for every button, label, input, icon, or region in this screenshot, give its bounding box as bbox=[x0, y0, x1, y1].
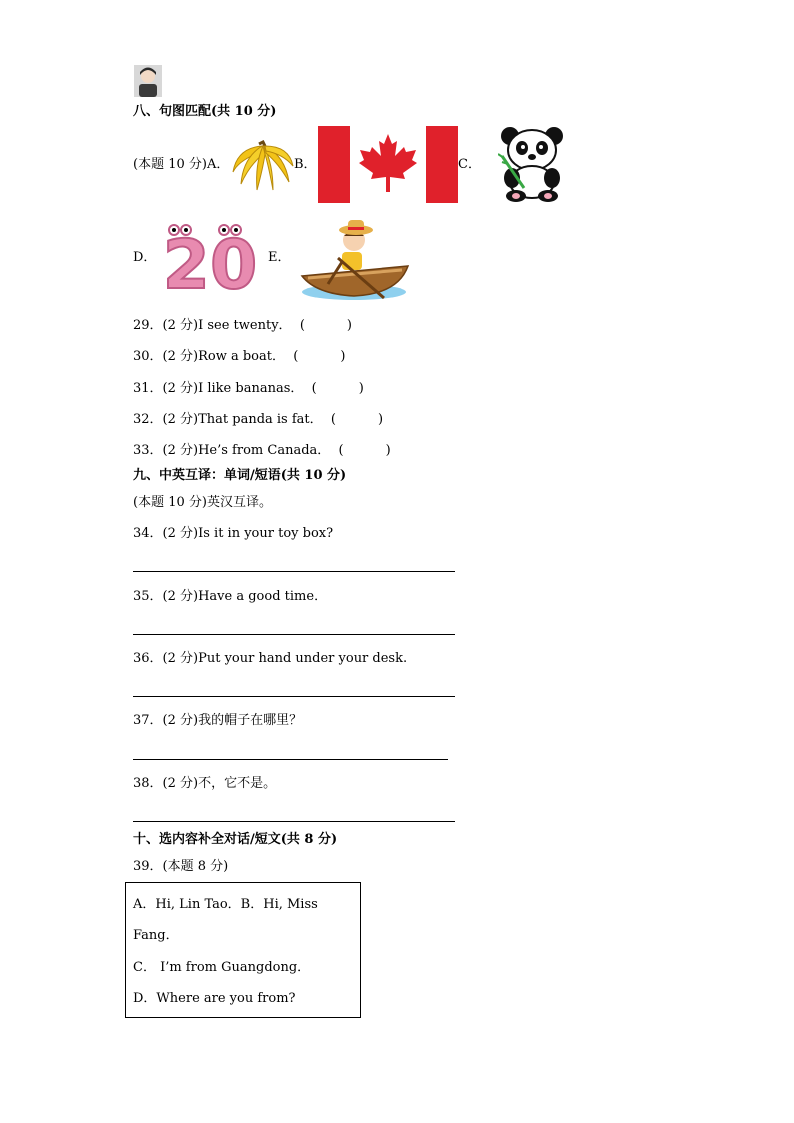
options-box bbox=[125, 882, 361, 1018]
avatar-icon bbox=[134, 65, 162, 97]
canada-flag-image bbox=[318, 126, 458, 203]
question-30: 30．(2 分)Row a boat． ( ) bbox=[133, 349, 346, 364]
answer-line-38[interactable] bbox=[133, 821, 455, 822]
question-36: 36．(2 分)Put your hand under your desk. bbox=[133, 651, 408, 666]
section-9-intro: (本题 10 分)英汉互译。 bbox=[133, 495, 272, 510]
section-8-intro: (本题 10 分)A． bbox=[133, 157, 230, 172]
number-twenty-text: 20 bbox=[162, 226, 258, 292]
option-e-label: E． bbox=[268, 250, 291, 265]
question-37: 37．(2 分)我的帽子在哪里？ bbox=[133, 713, 303, 728]
answer-line-35[interactable] bbox=[133, 634, 455, 635]
section-8-title: 八、句图匹配(共 10 分) bbox=[133, 104, 277, 119]
options-box-line-4: D．Where are you from? bbox=[133, 991, 296, 1006]
panda-image bbox=[498, 126, 566, 202]
option-d-label: D． bbox=[133, 250, 157, 265]
number-twenty-image bbox=[160, 222, 260, 292]
boy-rowing-boat-image bbox=[298, 214, 410, 302]
options-box-line-2: Fang． bbox=[133, 928, 179, 943]
question-31: 31．(2 分)I like bananas． ( ) bbox=[133, 381, 364, 396]
option-b-label: B． bbox=[294, 157, 317, 172]
question-35: 35．(2 分)Have a good time． bbox=[133, 589, 328, 604]
question-32: 32．(2 分)That panda is fat． ( ) bbox=[133, 412, 384, 427]
answer-line-36[interactable] bbox=[133, 696, 455, 697]
options-box-line-3: C． I’m from Guangdong． bbox=[133, 960, 311, 975]
answer-line-37[interactable] bbox=[133, 759, 448, 760]
question-33: 33．(2 分)He’s from Canada． ( ) bbox=[133, 443, 391, 458]
question-34: 34．(2 分)Is it in your toy box? bbox=[133, 526, 334, 541]
option-c-label: C． bbox=[458, 157, 481, 172]
section-9-title: 九、中英互译：单词/短语(共 10 分) bbox=[133, 468, 347, 483]
question-29: 29．(2 分)I see twenty． ( ) bbox=[133, 318, 352, 333]
options-box-line-1: A．Hi, Lin Tao．B．Hi, Miss bbox=[133, 897, 318, 912]
section-10-title: 十、选内容补全对话/短文(共 8 分) bbox=[133, 832, 338, 847]
question-38: 38．(2 分)不，它不是。 bbox=[133, 776, 277, 791]
question-39: 39．(本题 8 分) bbox=[133, 859, 229, 874]
answer-line-34[interactable] bbox=[133, 571, 455, 572]
banana-image bbox=[229, 138, 295, 194]
